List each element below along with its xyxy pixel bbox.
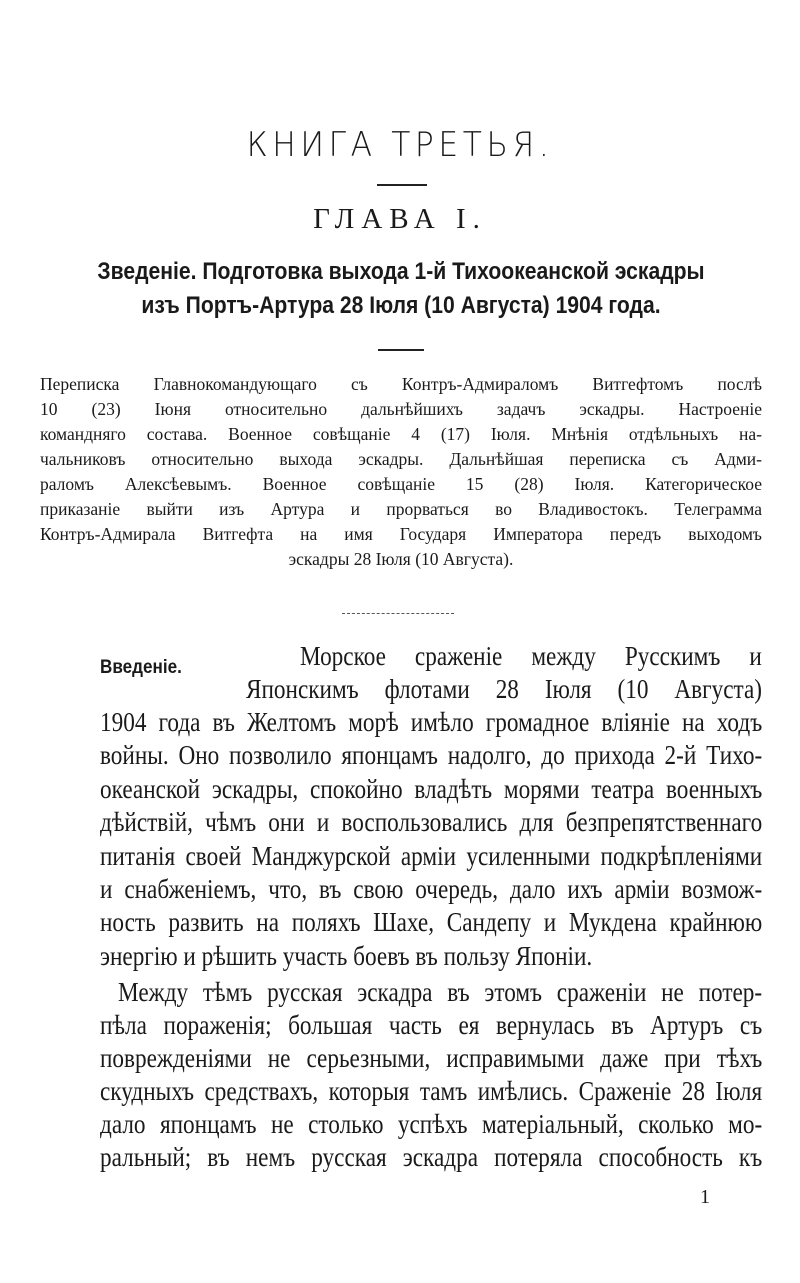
summary-line: Контръ-Адмирала Витгефта на имя Государя Императора передъ выходомъ [40,524,762,544]
dashed-divider [342,613,454,614]
text-line: и снабженіемъ, что, въ свою очередь, дало ихъ арміи возмож- [100,874,763,904]
text-line: энергію и рѣшить участь боевъ въ пользу Японіи. [100,941,593,971]
text-line: Между тѣмъ русская эскадра въ этомъ сраженіи не потер- [118,977,763,1007]
text-line: пѣла пораженія; большая часть ея вернулась въ Артуръ съ [100,1010,763,1040]
text-line: 1904 года въ Желтомъ морѣ имѣло громадное вліяніе на ходъ [100,707,763,737]
chapter-subtitle-line: изъ Портъ-Артура 28 Іюля (10 Августа) 1904 года. [141,292,661,319]
divider [378,349,424,351]
text-line: ность развить на поляхъ Шахе, Сандепу и Мукдена крайнюю [100,907,763,937]
page-number: 1 [700,1186,710,1208]
text-line: дало японцамъ не столько успѣхъ матеріальный, сколько мо- [100,1109,763,1139]
summary-line: эскадры 28 Іюля (10 Августа). [288,549,514,569]
summary-line: 10 (23) Іюня относительно дальнѣйшихъ задачъ эскадры. Настроеніе [40,399,762,419]
chapter-subtitle-line: Зведеніе. Подготовка выхода 1-й Тихоокеанской эскадры [97,258,705,285]
divider [377,184,427,186]
text-line: поврежденіями не серьезными, исправимыми даже при тѣхъ [100,1043,763,1073]
text-line: дѣйствій, чѣмъ они и воспользовались для безпрепятственнаго [100,807,763,837]
text-line: Японскимъ флотами 28 Іюля (10 Августа) [246,674,762,704]
summary-line: раломъ Алексѣевымъ. Военное совѣщаніе 15 (28) Іюля. Категорическое [40,474,762,494]
chapter-title: ГЛАВА I. [313,203,487,235]
text-line: океанской эскадры, спокойно владѣть морями театра военныхъ [100,774,763,804]
text-line: войны. Оно позволило японцамъ надолго, до прихода 2-й Тихо- [100,740,763,770]
summary-line: Переписка Главнокомандующаго съ Контръ-Адмираломъ Витгефтомъ послѣ [40,374,762,394]
text-line: ральный; въ немъ русская эскадра потеряла способность къ [100,1142,763,1172]
book-title: КНИГА ТРЕТЬЯ. [246,125,554,165]
summary-line: чальниковъ относительно выхода эскадры. Дальнѣйшая переписка съ Адми- [40,449,762,469]
summary-line: командняго состава. Военное совѣщаніе 4 (17) Іюля. Мнѣнія отдѣльныхъ на- [40,424,762,444]
margin-note: Введеніе. [100,657,182,678]
summary-line: приказаніе выйти изъ Артура и прорваться во Владивостокъ. Телеграмма [40,499,762,519]
text-line: скудныхъ средствахъ, которыя тамъ имѣлись. Сраженіе 28 Іюля [100,1076,763,1106]
text-line: питанія своей Манджурской арміи усиленными подкрѣпленіями [100,841,763,871]
text-line: Морское сраженіе между Русскимъ и [300,641,762,671]
